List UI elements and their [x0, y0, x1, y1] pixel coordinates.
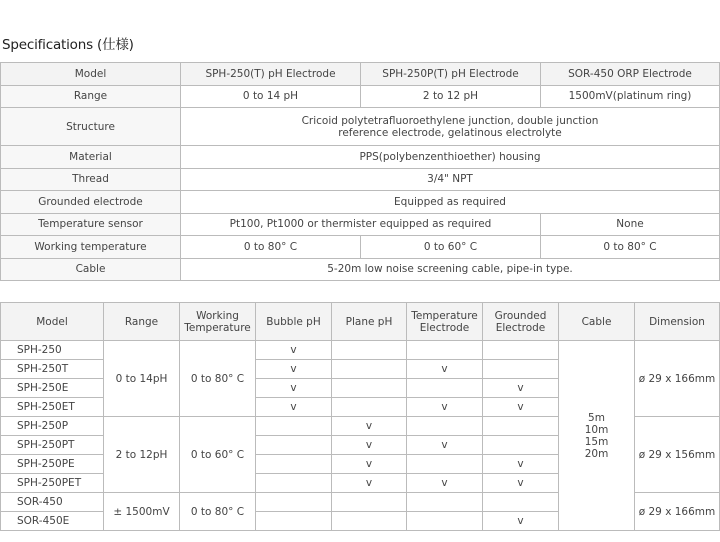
- header-line: Temperature: [184, 321, 251, 334]
- spec-cell: Pt100, Pt1000 or thermister equipped as required: [181, 213, 541, 236]
- bubble-ph-cell: [256, 436, 332, 455]
- spec-structure-line2: reference electrode, gelatinous electrolyte: [338, 126, 562, 139]
- header-line: Electrode: [495, 321, 546, 334]
- model-name: SPH-250ET: [1, 398, 104, 417]
- group-range: 2 to 12pH: [104, 417, 180, 493]
- model-table: [0, 302, 720, 531]
- plane-ph-cell: [332, 360, 407, 379]
- header-line: Electrode: [419, 321, 470, 334]
- temp-electrode-cell: v: [407, 436, 483, 455]
- spec-cell: 0 to 80° C: [541, 236, 720, 259]
- grounded-electrode-cell: v: [483, 398, 559, 417]
- temp-electrode-cell: [407, 455, 483, 474]
- spec-row-structure: [1, 108, 720, 146]
- model-name: SPH-250T: [1, 360, 104, 379]
- spec-cell: 0 to 80° C: [181, 236, 361, 259]
- grounded-electrode-cell: [483, 493, 559, 512]
- spec-cell: 1500mV(platinum ring): [541, 85, 720, 108]
- spec-cell: 3/4" NPT: [181, 168, 720, 191]
- spec-label-thread: Thread: [1, 168, 181, 191]
- temp-electrode-cell: v: [407, 398, 483, 417]
- spec-header-row: [1, 63, 720, 86]
- spec-row-thread: [1, 168, 720, 191]
- spec-row-temp-sensor: [1, 213, 720, 236]
- table-row: [1, 341, 720, 360]
- grounded-electrode-cell: v: [483, 455, 559, 474]
- spec-label-temp-sensor: Temperature sensor: [1, 213, 181, 236]
- spec-cell: 5-20m low noise screening cable, pipe-in type.: [181, 258, 720, 281]
- spec-structure-line1: Cricoid polytetrafluoroethylene junction, double junction: [301, 114, 599, 127]
- bubble-ph-cell: [256, 474, 332, 493]
- header-line: Working: [196, 309, 239, 322]
- spec-cell: None: [541, 213, 720, 236]
- model-header-temp-electrode: [407, 303, 483, 341]
- spec-cell: 0 to 60° C: [361, 236, 541, 259]
- model-name: SPH-250: [1, 341, 104, 360]
- spec-header-sor450: SOR-450 ORP Electrode: [541, 63, 720, 86]
- model-name: SOR-450: [1, 493, 104, 512]
- cable-length: 15m: [584, 435, 609, 448]
- spec-row-material: [1, 146, 720, 169]
- spec-label-material: Material: [1, 146, 181, 169]
- group-dimension: ø 29 x 166mm: [635, 493, 720, 531]
- group-temp: 0 to 60° C: [180, 417, 256, 493]
- model-header-cable: Cable: [559, 303, 635, 341]
- temp-electrode-cell: [407, 379, 483, 398]
- spec-cell: Equipped as required: [181, 191, 720, 214]
- model-header-grounded-electrode: [483, 303, 559, 341]
- group-range: ± 1500mV: [104, 493, 180, 531]
- model-header-working-temp: [180, 303, 256, 341]
- model-header-row: [1, 303, 720, 341]
- group-dimension: ø 29 x 166mm: [635, 341, 720, 417]
- model-name: SPH-250E: [1, 379, 104, 398]
- model-name: SOR-450E: [1, 512, 104, 531]
- spec-header-sph250pt: SPH-250P(T) pH Electrode: [361, 63, 541, 86]
- cable-length: 10m: [584, 423, 609, 436]
- plane-ph-cell: v: [332, 436, 407, 455]
- grounded-electrode-cell: v: [483, 379, 559, 398]
- cable-length: 20m: [584, 447, 609, 460]
- header-line: Grounded: [494, 309, 547, 322]
- group-dimension: ø 29 x 156mm: [635, 417, 720, 493]
- header-line: Temperature: [411, 309, 478, 322]
- grounded-electrode-cell: [483, 341, 559, 360]
- grounded-electrode-cell: [483, 436, 559, 455]
- group-temp: 0 to 80° C: [180, 341, 256, 417]
- spec-row-cable: [1, 258, 720, 281]
- model-name: SPH-250PET: [1, 474, 104, 493]
- group-temp: 0 to 80° C: [180, 493, 256, 531]
- bubble-ph-cell: [256, 493, 332, 512]
- page-title: Specifications (仕様): [2, 37, 134, 53]
- bubble-ph-cell: v: [256, 360, 332, 379]
- temp-electrode-cell: v: [407, 474, 483, 493]
- temp-electrode-cell: [407, 417, 483, 436]
- model-header-plane-ph: Plane pH: [332, 303, 407, 341]
- plane-ph-cell: [332, 379, 407, 398]
- spec-structure-value: [181, 108, 720, 146]
- spec-label-cable: Cable: [1, 258, 181, 281]
- spec-table: [0, 62, 720, 281]
- temp-electrode-cell: v: [407, 360, 483, 379]
- spec-row-range: [1, 85, 720, 108]
- temp-electrode-cell: [407, 512, 483, 531]
- spec-label-grounded: Grounded electrode: [1, 191, 181, 214]
- bubble-ph-cell: v: [256, 379, 332, 398]
- plane-ph-cell: [332, 398, 407, 417]
- cable-length: 5m: [588, 411, 605, 424]
- plane-ph-cell: v: [332, 455, 407, 474]
- model-header-range: Range: [104, 303, 180, 341]
- spec-cell: 2 to 12 pH: [361, 85, 541, 108]
- plane-ph-cell: v: [332, 474, 407, 493]
- model-header-model: Model: [1, 303, 104, 341]
- model-name: SPH-250PE: [1, 455, 104, 474]
- spec-cell: PPS(polybenzenthioether) housing: [181, 146, 720, 169]
- spec-label-range: Range: [1, 85, 181, 108]
- bubble-ph-cell: [256, 455, 332, 474]
- model-name: SPH-250PT: [1, 436, 104, 455]
- grounded-electrode-cell: [483, 417, 559, 436]
- spec-row-working-temp: [1, 236, 720, 259]
- bubble-ph-cell: [256, 417, 332, 436]
- grounded-electrode-cell: v: [483, 512, 559, 531]
- temp-electrode-cell: [407, 493, 483, 512]
- spec-label-structure: Structure: [1, 108, 181, 146]
- plane-ph-cell: [332, 512, 407, 531]
- spec-cell: 0 to 14 pH: [181, 85, 361, 108]
- temp-electrode-cell: [407, 341, 483, 360]
- spec-header-model: Model: [1, 63, 181, 86]
- model-header-dimension: Dimension: [635, 303, 720, 341]
- group-range: 0 to 14pH: [104, 341, 180, 417]
- bubble-ph-cell: v: [256, 398, 332, 417]
- bubble-ph-cell: [256, 512, 332, 531]
- model-name: SPH-250P: [1, 417, 104, 436]
- plane-ph-cell: v: [332, 417, 407, 436]
- spec-header-sph250t: SPH-250(T) pH Electrode: [181, 63, 361, 86]
- bubble-ph-cell: v: [256, 341, 332, 360]
- cable-lengths: [559, 341, 635, 531]
- plane-ph-cell: [332, 493, 407, 512]
- plane-ph-cell: [332, 341, 407, 360]
- spec-row-grounded: [1, 191, 720, 214]
- spec-label-working-temp: Working temperature: [1, 236, 181, 259]
- grounded-electrode-cell: v: [483, 474, 559, 493]
- grounded-electrode-cell: [483, 360, 559, 379]
- model-header-bubble-ph: Bubble pH: [256, 303, 332, 341]
